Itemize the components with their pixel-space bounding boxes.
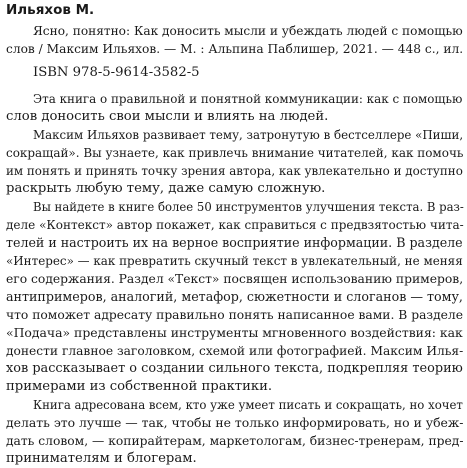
paragraph-3-line-6: антипримеров, аналогий, метафор, сюжетности и слоганов — тому,: [6, 289, 463, 304]
paragraph-4-line-1: Книга адресована всем, кто уже умеет писать и сокращать, но хочет: [33, 398, 463, 412]
paragraph-3-line-2: деле «Контекст» автор покажет, как справиться с предвзятостью чита-: [6, 218, 464, 232]
paragraph-3-line-5: его содержания. Раздел «Текст» посвящен использованию примеров,: [6, 272, 464, 286]
isbn-line: ISBN 978-5-9614-3582-5: [33, 65, 200, 80]
paragraph-3-line-8: «Подача» представлены инструменты мгновенного воздействия: как: [6, 325, 463, 340]
paragraph-2-line-3: им понять и принять точку зрения автора, как увлекательно и доступно: [6, 164, 463, 178]
paragraph-4-line-4: принимателям и блогерам.: [6, 451, 197, 466]
paragraph-3-line-1: Вы найдете в книге более 50 инструментов улучшения текста. В раз-: [33, 200, 464, 214]
paragraph-3-line-11: примерами из собственной практики.: [6, 379, 273, 394]
citation-line-1: Ясно, понятно: Как доносить мысли и убеждать людей с помощью: [33, 24, 463, 38]
paragraph-1-line-1: Эта книга о правильной и понятной коммуникации: как с помощью: [33, 92, 463, 106]
paragraph-4-line-2: делать это лучше — так, чтобы не только информировать, но и убеж-: [6, 415, 464, 430]
paragraph-4-line-3: дать словом, — копирайтерам, маркетологам, бизнес-тренерам, пред-: [6, 434, 464, 448]
paragraph-3-line-4: «Интерес» — как превратить скучный текст в увлекательный, не меняя: [6, 254, 463, 268]
paragraph-2-line-4: раскрыть любую тему, даже самую сложную.: [6, 181, 326, 196]
paragraph-3-line-10: хов рассказывает о создании сильного текста, подкрепляя теорию: [6, 361, 463, 376]
paragraph-3-line-3: телей и настроить их на верное восприятие информации. В разделе: [6, 235, 463, 250]
paragraph-2-line-1: Максим Ильяхов развивает тему, затронутую в бестселлере «Пиши,: [33, 128, 464, 142]
paragraph-1-line-2: слов доносить свои мысли и влиять на людей.: [6, 109, 329, 124]
citation-line-2: слов / Максим Ильяхов. — М. : Альпина Паблишер, 2021. — 448 с., ил.: [6, 42, 464, 56]
author-heading: Ильяхов М.: [6, 2, 95, 18]
paragraph-3-line-7: что поможет адресату правильно понять написанное вами. В разделе: [6, 308, 463, 322]
paragraph-3-line-9: донести главное заголовком, схемой или фотографией. Максим Илья-: [6, 344, 464, 358]
paragraph-2-line-2: сокращай». Вы узнаете, как привлечь внимание читателей, как помочь: [6, 146, 464, 160]
